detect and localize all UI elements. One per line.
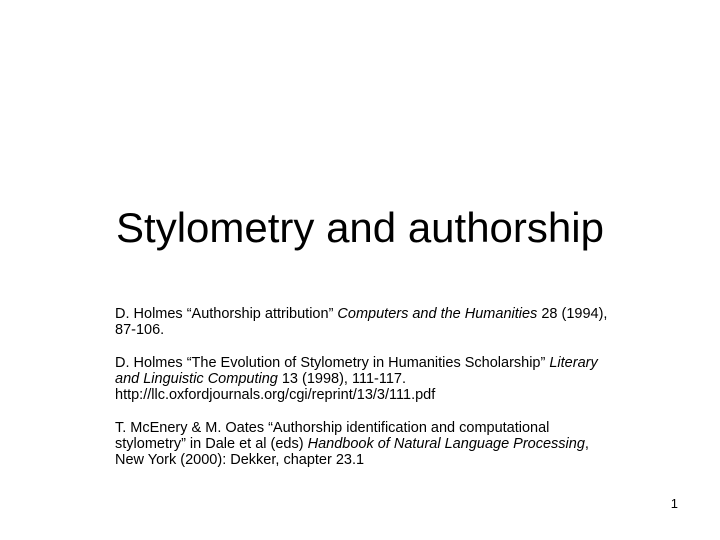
reference-text: D. Holmes “The Evolution of Stylometry in Humanities Scholarship” bbox=[115, 355, 550, 371]
reference-details: 28 (1994), 87-106. bbox=[115, 306, 608, 338]
reference-item bbox=[115, 306, 615, 338]
reference-item bbox=[115, 420, 615, 468]
reference-details: , New York (2000): Dekker, chapter 23.1 bbox=[115, 436, 589, 468]
reference-source: Literary and Linguistic Computing bbox=[115, 355, 598, 387]
slide-title: Stylometry and authorship bbox=[116, 204, 604, 251]
reference-source: Computers and the Humanities bbox=[337, 306, 538, 322]
slide-number: 1 bbox=[670, 496, 678, 511]
reference-text: T. McEnery & M. Oates “Authorship identification and computational stylometry” in Dale et al (eds) bbox=[115, 420, 550, 452]
reference-source: Handbook of Natural Language Processing bbox=[307, 436, 585, 452]
reference-text: D. Holmes “Authorship attribution” bbox=[115, 306, 338, 322]
reference-details: 13 (1998), 111-117. http://llc.oxfordjournals.org/cgi/reprint/13/3/111.pdf bbox=[115, 371, 436, 403]
reference-item bbox=[115, 355, 615, 403]
reference-list bbox=[115, 306, 615, 485]
